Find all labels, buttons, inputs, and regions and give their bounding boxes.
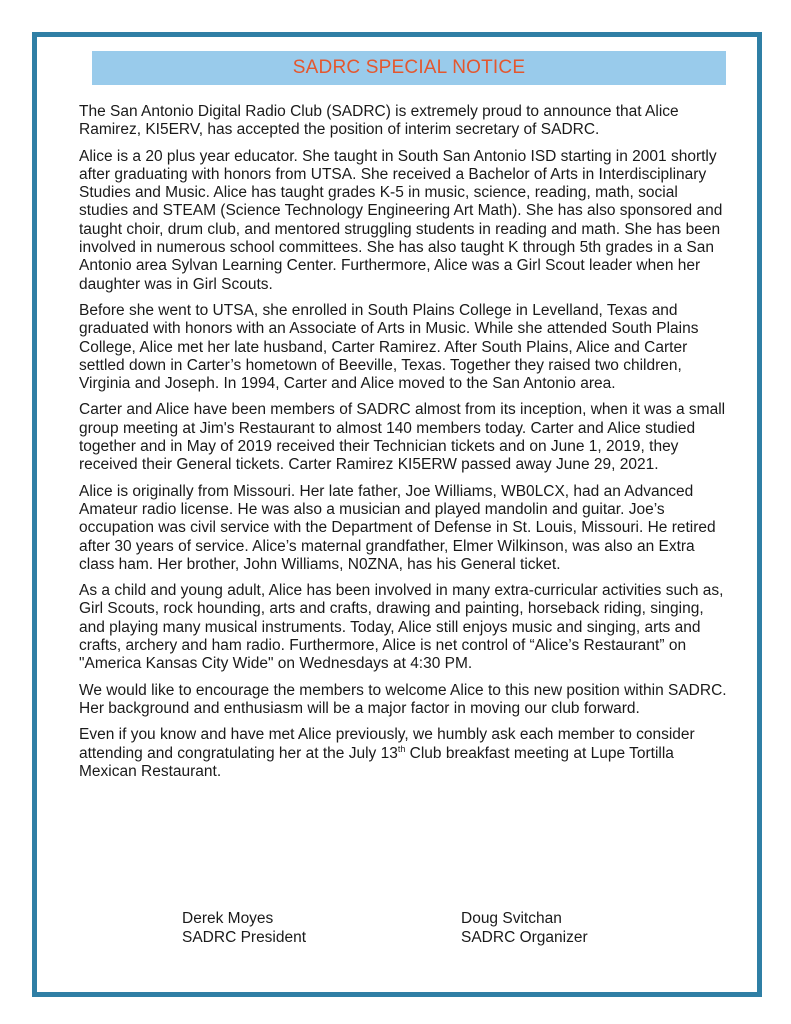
paragraph-college: Before she went to UTSA, she enrolled in South Plains College in Levelland, Texas and graduated with honors with an Associate of Arts in Music. While she attended South Plains College, Alice met her late husband, Carter Ramirez. After South Plains, Alice and Carter settled down in Carter’s hometown of Beeville, Texas. Together they raised two children, Virginia and Joseph. In 1994, Carter and Alice moved to the San Antonio area. [79,301,699,393]
paragraph-educator: Alice is a 20 plus year educator. She taught in South San Antonio ISD starting in 2001 shortly after graduating with honors from UTSA. She received a Bachelor of Arts in Interdisciplinary Studies and Music. Alice has taught grades K-5 in music, science, reading, math, social studies and STEAM (Science Technology Engineering Art Math). She has also sponsored and taught choir, drum club, and mentored struggling students in reading and math. She has been involved in numerous school committees. She has also taught K through 5th grades in a San Antonio area Sylvan Learning Center. Furthermore, Alice was a Girl Scout leader when her daughter was in Girl Scouts. [79,147,723,293]
invitation-text-end: Club breakfast meeting at Lupe Tortilla Mexican Restaurant. [79,744,674,780]
signature-president [182,909,306,947]
invitation-text-start: Even if you know and have met Alice previously, we humbly ask each member to consider attending and congratulating her at the July 13 [79,726,695,762]
signature-organizer [461,909,588,947]
paragraph-invitation [79,726,729,781]
notice-body [79,103,729,789]
notice-title: SADRC SPECIAL NOTICE [292,57,526,78]
date-superscript: th [397,743,406,754]
notice-title-banner [92,51,726,85]
paragraph-welcome: We would like to encourage the members to welcome Alice to this new position within SADRC. Her background and enthusiasm will be a major factor in moving our club forward. [79,681,727,717]
paragraph-activities: As a child and young adult, Alice has been involved in many extra-curricular activities such as, Girl Scouts, rock hounding, arts and crafts, drawing and painting, horseback riding, singing, and playing many musical instruments. Today, Alice still enjoys music and singing, arts and crafts, archery and ham radio. Furthermore, Alice is net control of “Alice’s Restaurant” on "America Kansas City Wide" on Wednesdays at 4:30 PM. [79,582,724,673]
signature-name: Doug Svitchan [461,910,562,927]
paragraph-family: Alice is originally from Missouri. Her late father, Joe Williams, WB0LCX, had an Advanced Amateur radio license. He was also a musician and played mandolin and guitar. Joe’s occupation was civil service with the Department of Defense in St. Louis, Missouri. He retired after 30 years of service. Alice’s maternal grandfather, Elmer Wilkinson, was also an Extra class ham. Her brother, John Williams, N0ZNA, has his General ticket. [79,482,716,573]
signature-role: SADRC Organizer [461,929,588,946]
signature-name: Derek Moyes [182,910,274,927]
notice-frame [32,32,762,997]
paragraph-membership: Carter and Alice have been members of SADRC almost from its inception, when it was a small group meeting at Jim's Restaurant to almost 140 members today. Carter and Alice studied together and in May of 2019 received their Technician tickets and on June 1, 2019, they received their General tickets. Carter Ramirez KI5ERW passed away June 29, 2021. [79,401,726,474]
paragraph-announcement: The San Antonio Digital Radio Club (SADRC) is extremely proud to announce that Alice Ramirez, KI5ERV, has accepted the position of interim secretary of SADRC. [79,103,679,139]
signature-role: SADRC President [182,929,307,946]
